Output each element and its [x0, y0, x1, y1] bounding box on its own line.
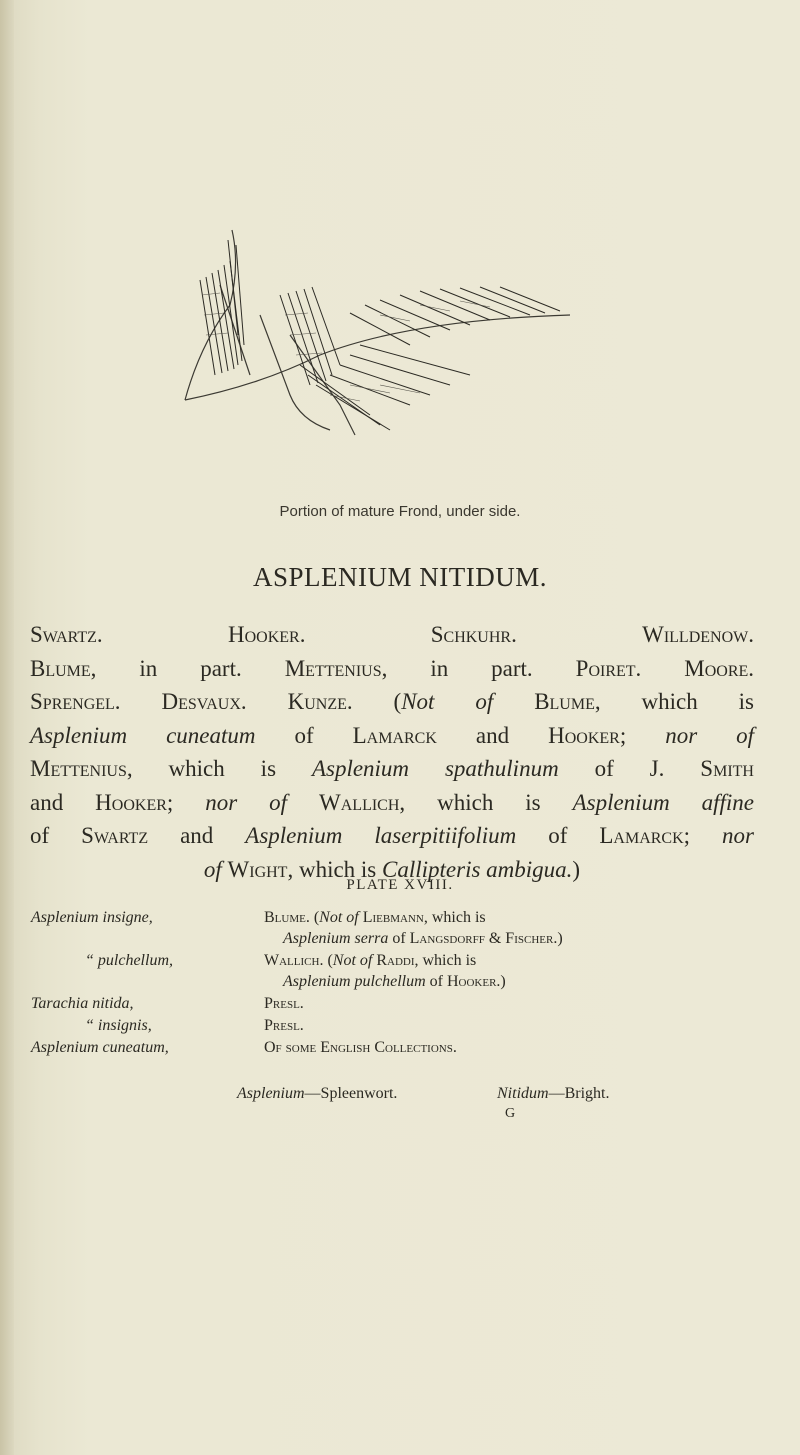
text: , which is [126, 756, 312, 781]
synonym-authority [264, 909, 486, 927]
author-name: Wallich [319, 789, 400, 815]
text-italic: Not of [401, 689, 494, 714]
genus-name: Asplenium [237, 1085, 305, 1102]
author-name: Lamarck [352, 722, 437, 748]
text: , which is [423, 909, 486, 926]
text: and [436, 722, 549, 748]
synonymy-line-3 [30, 685, 754, 719]
author-name: Blume [264, 909, 306, 926]
text-italic: Not of [332, 952, 373, 969]
text: , which is [594, 689, 754, 714]
paren: ( [393, 689, 402, 714]
text: . ( [319, 952, 333, 969]
author-name: Kunze. [287, 689, 353, 714]
synonym-note [283, 973, 506, 991]
text: .) [496, 973, 506, 990]
author-name: Schkuhr. [430, 622, 517, 647]
author-name: Mettenius [30, 756, 127, 781]
species-name: Asplenium spathulinum [311, 756, 559, 781]
text: , in part. [381, 655, 533, 681]
page-gutter [0, 0, 14, 1455]
paren: ) [572, 856, 581, 882]
synonym-authority [264, 952, 476, 970]
author-name: Wight [227, 856, 288, 882]
synonymy-paragraph [30, 618, 754, 886]
text: ; [683, 823, 723, 848]
author-name: Swartz. [30, 622, 103, 647]
text: , in part. [90, 655, 242, 681]
species-name: Callipteris ambigua. [382, 856, 573, 882]
text-italic: of [203, 856, 222, 882]
author-name: Hooker [446, 973, 497, 990]
text-italic: nor of [665, 722, 755, 748]
text: of [516, 823, 600, 848]
text: . ( [305, 909, 320, 926]
author-name: Lamarck [599, 823, 684, 848]
fern-frond-drawing [180, 225, 580, 455]
text-italic: Not of [319, 909, 359, 926]
species-name: Asplenium cuneatum [30, 722, 256, 748]
text-italic: nor of [205, 789, 288, 815]
text: of [30, 823, 82, 848]
species-name: Asplenium affine [572, 789, 755, 815]
synonym-name: Asplenium insigne, [31, 909, 153, 926]
genus-etymology [237, 1085, 397, 1103]
author-name: Willdenow. [642, 622, 754, 647]
synonymy-line-5 [30, 752, 754, 786]
synonymy-line-4 [30, 719, 754, 753]
text: .) [553, 930, 563, 947]
epithet-meaning: —Bright. [548, 1085, 610, 1102]
plate-number: PLATE XVIII. [346, 877, 454, 893]
author-name: Mettenius [284, 655, 382, 681]
text: of [255, 722, 353, 748]
synonym-authority: Of some English Collections. [264, 1039, 457, 1056]
synonym-authority: Presl. [264, 995, 304, 1012]
species-epithet: Nitidum [497, 1085, 549, 1102]
species-etymology [497, 1085, 609, 1103]
author-name: Swartz [81, 823, 149, 848]
signature-mark: G [505, 1106, 516, 1121]
author-name: Fischer [505, 930, 554, 947]
species-name: Asplenium serra [283, 930, 389, 947]
text: and [30, 789, 96, 815]
synonym-name: Tarachia nitida, [31, 995, 134, 1012]
species-name: Asplenium pulchellum [283, 973, 426, 990]
author-name: Wallich [264, 952, 320, 969]
synonym-name: “ insignis, [85, 1017, 152, 1034]
text: , which is [414, 952, 477, 969]
text: of [388, 930, 410, 947]
author-name: Raddi [376, 952, 415, 969]
text: , which is [287, 856, 383, 882]
text: & [484, 930, 506, 947]
synonym-authority: Presl. [264, 1017, 304, 1034]
author-name: Sprengel. [30, 689, 121, 714]
figure-caption: Portion of mature Frond, under side. [279, 503, 521, 520]
author-name: Desvaux. [161, 689, 247, 714]
author-name: Moore. [684, 655, 755, 681]
author-name: Liebmann [362, 909, 424, 926]
author-name: Blume [30, 655, 91, 681]
author-name: Poiret. [575, 655, 642, 681]
text: , which is [399, 789, 573, 815]
synonymy-line-7 [30, 819, 754, 853]
species-name: Asplenium laserpitiifolium [245, 823, 517, 848]
author-name: Hooker. [227, 622, 306, 647]
text: of J. [558, 756, 701, 781]
synonymy-line-6 [30, 786, 754, 820]
synonym-name: “ pulchellum, [85, 952, 173, 969]
author-name: Hooker [95, 789, 167, 815]
author-name: Blume [534, 689, 595, 714]
text-italic: nor [722, 823, 754, 848]
synonymy-line-1 [30, 618, 754, 652]
page-title: ASPLENIUM NITIDUM. [253, 562, 547, 592]
author-name: Smith [700, 756, 754, 781]
synonym-note [283, 930, 563, 948]
text: ; [619, 722, 666, 748]
text: of [425, 973, 447, 990]
synonym-name: Asplenium cuneatum, [31, 1039, 169, 1056]
fern-illustration [180, 225, 580, 455]
author-name: Hooker [548, 722, 620, 748]
text: and [148, 823, 246, 848]
author-name: Langsdorff [409, 930, 485, 947]
text: ; [166, 789, 206, 815]
synonymy-line-2 [30, 652, 754, 686]
common-name: —Spleenwort. [304, 1085, 398, 1102]
